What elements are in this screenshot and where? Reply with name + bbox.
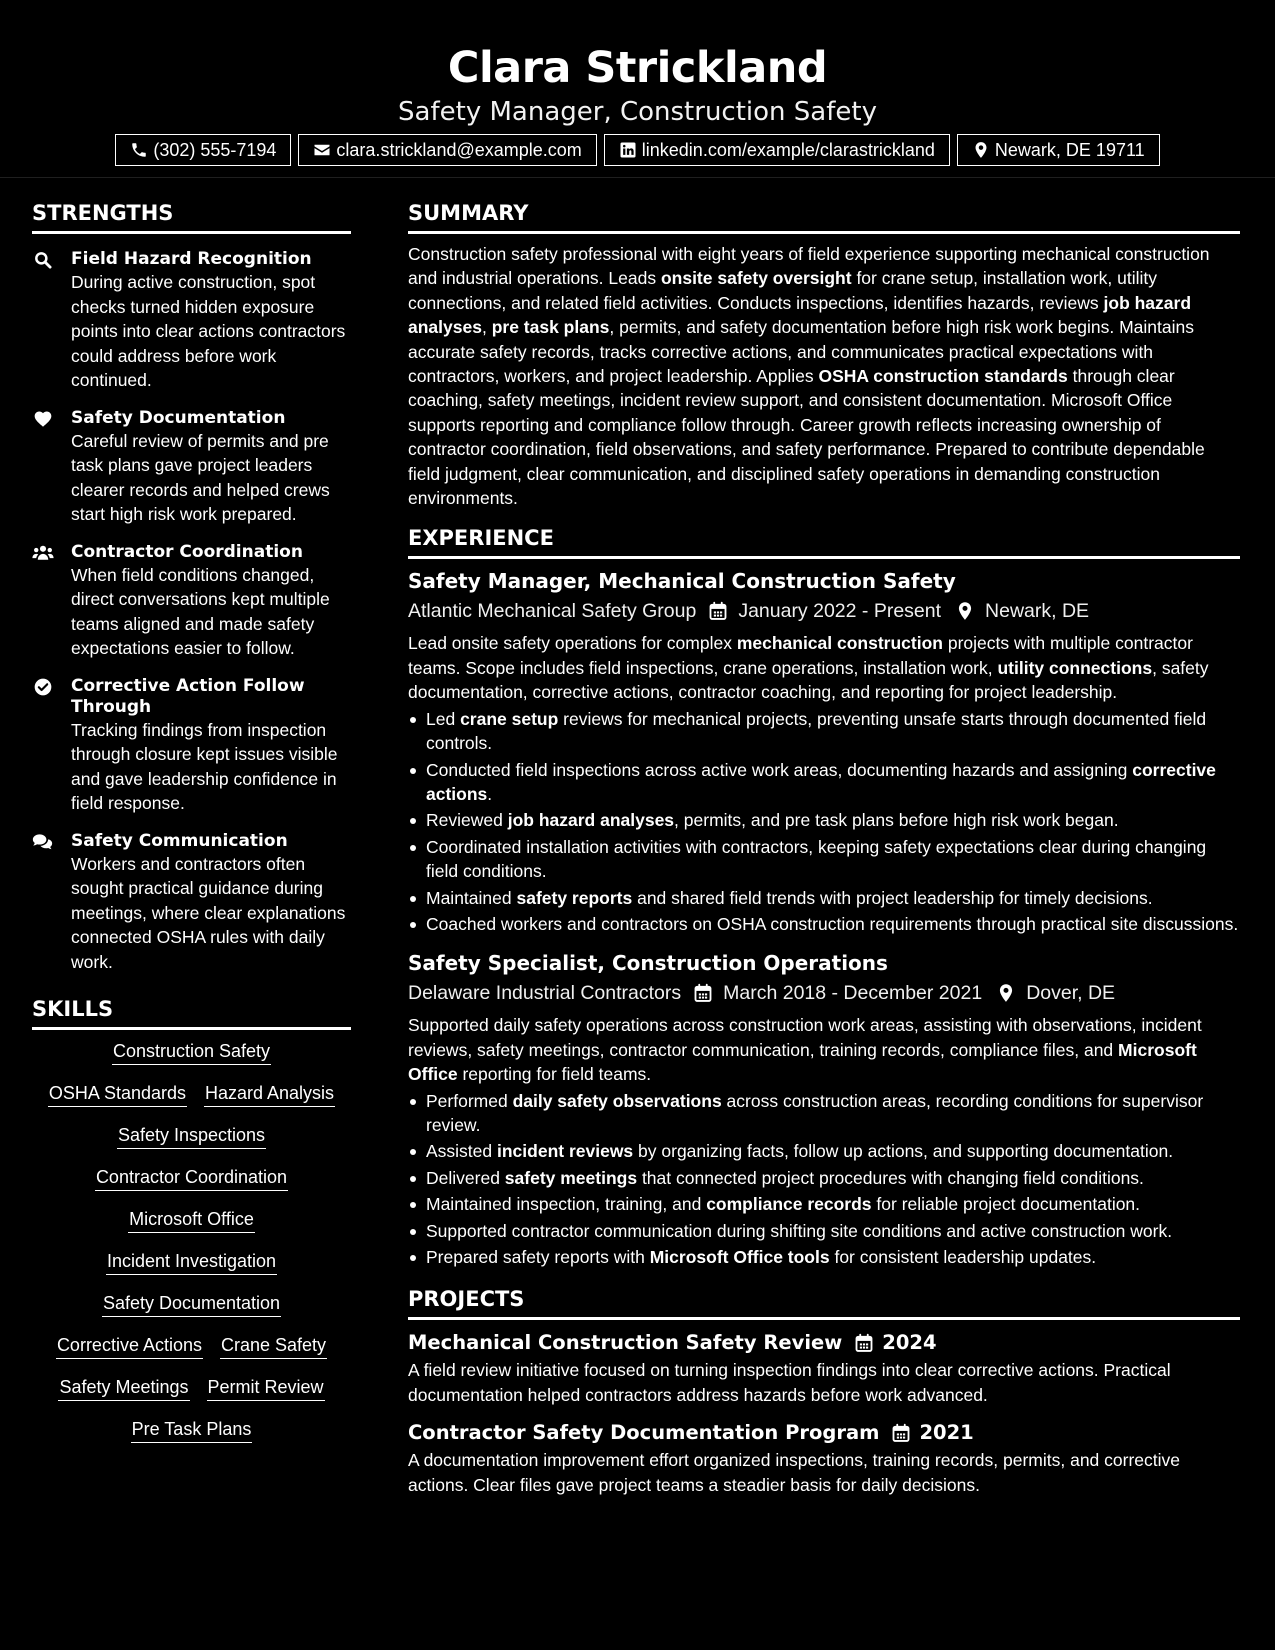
skill-tag: Crane Safety — [220, 1334, 327, 1359]
skill-tag: Pre Task Plans — [131, 1418, 253, 1443]
job-bullet: Prepared safety reports with Microsoft Office tools for consistent leadership updates. — [408, 1245, 1240, 1269]
users-icon — [32, 543, 54, 563]
skill-tag: Safety Documentation — [102, 1292, 281, 1317]
bold-emphasis: compliance records — [706, 1194, 872, 1215]
strength-item — [32, 831, 351, 975]
strength-title: Contractor Coordination — [71, 541, 303, 562]
skills-list — [32, 1040, 351, 1443]
strengths-heading: STRENGTHS — [32, 196, 351, 234]
strength-item — [32, 249, 351, 393]
skill-tag: OSHA Standards — [48, 1082, 187, 1107]
job-bullets — [408, 707, 1240, 937]
job-company: Atlantic Mechanical Safety Group — [408, 600, 697, 623]
resume-header — [0, 0, 1275, 178]
projects-heading: PROJECTS — [408, 1282, 1240, 1320]
bold-emphasis: daily safety observations — [512, 1090, 722, 1111]
strength-title: Corrective Action Follow Through — [71, 675, 305, 717]
project-description: A field review initiative focused on turning inspection findings into clear corrective actions. Practical documentation helped contractors address hazards before work advanced. — [408, 1360, 1171, 1405]
skill-row — [95, 1166, 288, 1191]
contact-linkedin-text: linkedin.com/example/clarastrickland — [641, 139, 935, 160]
project-header — [408, 1418, 1240, 1448]
strength-item — [32, 542, 351, 661]
contact-phone-text: (302) 555-7194 — [153, 139, 277, 160]
bold-emphasis: job hazard analyses — [408, 292, 1192, 338]
job-location: Newark, DE — [985, 600, 1090, 623]
bold-emphasis: Microsoft Office — [408, 1039, 1197, 1085]
project-year: 2021 — [919, 1421, 974, 1445]
skill-row — [56, 1334, 327, 1359]
skill-row — [102, 1292, 281, 1317]
job-bullet: Performed daily safety observations across construction areas, recording conditions for supervisor review. — [408, 1089, 1240, 1138]
job-location: Dover, DE — [1026, 982, 1116, 1005]
bold-emphasis: OSHA construction standards — [818, 366, 1068, 387]
job-title: Safety Specialist, Construction Operations — [408, 951, 888, 976]
calendar-icon — [854, 1333, 874, 1353]
job-bullets — [408, 1089, 1240, 1270]
strength-desc: When field conditions changed, direct conversations kept multiple teams aligned and made safety expectations easier to follow. — [71, 564, 330, 658]
job-meta — [408, 977, 1240, 1009]
skill-row — [48, 1082, 335, 1107]
project-year: 2024 — [882, 1331, 937, 1355]
job-bullet: Supported contractor communication during shifting site conditions and active construction work. — [408, 1219, 1240, 1243]
job-company: Delaware Industrial Contractors — [408, 982, 682, 1005]
contact-email-text: clara.strickland@example.com — [336, 139, 582, 160]
calendar-icon — [891, 1423, 911, 1443]
skill-tag: Safety Meetings — [58, 1376, 189, 1401]
skill-tag: Incident Investigation — [106, 1250, 277, 1275]
bold-emphasis: safety meetings — [504, 1167, 638, 1188]
job-bullet: Maintained inspection, training, and compliance records for reliable project documentation. — [408, 1192, 1240, 1216]
bold-emphasis: corrective actions — [426, 759, 1216, 804]
bold-emphasis: safety reports — [516, 887, 633, 908]
strength-title: Safety Documentation — [71, 407, 286, 428]
skill-row — [131, 1418, 253, 1443]
bold-emphasis: onsite safety oversight — [660, 268, 852, 289]
job-meta — [408, 595, 1240, 627]
strength-desc: Tracking findings from inspection through closure kept issues visible and gave leadership confidence in field response. — [71, 719, 338, 813]
phone-icon — [130, 141, 148, 159]
skill-tag: Corrective Actions — [56, 1334, 203, 1359]
project-title: Contractor Safety Documentation Program — [408, 1421, 880, 1445]
map-pin-icon — [955, 601, 975, 621]
contact-bar — [0, 134, 1275, 166]
contact-linkedin[interactable] — [604, 134, 950, 166]
skill-row — [117, 1124, 266, 1149]
job-dates: March 2018 - December 2021 — [723, 982, 983, 1005]
search-icon — [32, 250, 54, 270]
strength-item — [32, 408, 351, 527]
project-entry — [408, 1418, 1240, 1497]
candidate-name: Clara Strickland — [447, 43, 828, 93]
job-entry — [408, 949, 1240, 1269]
contact-location-text: Newark, DE 19711 — [994, 139, 1145, 160]
linkedin-icon — [619, 141, 637, 159]
job-bullet: Coordinated installation activities with contractors, keeping safety expectations clear during changing field conditions. — [408, 835, 1240, 884]
skill-row — [58, 1376, 324, 1401]
map-pin-icon — [996, 983, 1016, 1003]
contact-location[interactable] — [957, 134, 1160, 166]
strength-item — [32, 676, 351, 816]
summary-text: Construction safety professional with eight years of field experience supporting mechanical construction and industrial operations. Leads onsite safety oversight for crane setup, installation work, utility connections, and related field activities. Conducts inspections, identifies hazards, reviews job hazard analyses, pre task plans, permits, and safety documentation before high risk work begins. Maintains accurate safety records, tracks corrective actions, and communicates practical expectations with contractors, workers, and project leadership. Applies OSHA construction standards through clear coaching, safety meetings, incident review support, and consistent documentation. Microsoft Office supports reporting and compliance follow through. Career growth reflects increasing ownership of contractor coordination, field observations, and safety performance. Prepared to contribute dependable field judgment, clear communication, and disciplined safety operations in demanding construction environments. — [408, 244, 1210, 509]
skill-tag: Hazard Analysis — [204, 1082, 335, 1107]
bold-emphasis: Microsoft Office tools — [649, 1247, 830, 1267]
project-header — [408, 1328, 1240, 1358]
bold-emphasis: job hazard analyses — [507, 810, 675, 831]
skill-tag: Permit Review — [207, 1376, 325, 1401]
candidate-tagline: Safety Manager, Construction Safety — [398, 97, 877, 127]
contact-phone[interactable] — [115, 134, 291, 166]
bold-emphasis: incident reviews — [497, 1141, 634, 1162]
job-bullet: Led crane setup reviews for mechanical projects, preventing unsafe starts through documented field controls. — [408, 707, 1240, 756]
calendar-icon — [693, 983, 713, 1003]
skill-row — [112, 1040, 271, 1065]
skill-tag: Safety Inspections — [117, 1124, 266, 1149]
project-title: Mechanical Construction Safety Review — [408, 1331, 843, 1355]
job-description: Lead onsite safety operations for complex mechanical construction projects with multiple contractor teams. Scope includes field inspections, crane operations, installation work, utility connections, safety documentation, corrective actions, contractor coaching, and reporting for project leadership. — [408, 633, 1209, 703]
skill-tag: Contractor Coordination — [95, 1166, 288, 1191]
job-bullet: Assisted incident reviews by organizing facts, follow up actions, and supporting documentation. — [408, 1139, 1240, 1163]
job-bullet: Maintained safety reports and shared field trends with project leadership for timely decisions. — [408, 886, 1240, 910]
experience-heading: EXPERIENCE — [408, 521, 1240, 559]
job-dates: January 2022 - Present — [738, 600, 942, 623]
job-bullet: Reviewed job hazard analyses, permits, and pre task plans before high risk work began. — [408, 808, 1240, 832]
contact-email[interactable] — [298, 134, 596, 166]
job-title: Safety Manager, Mechanical Construction Safety — [408, 569, 956, 594]
calendar-icon — [708, 601, 728, 621]
job-bullet: Conducted field inspections across active work areas, documenting hazards and assigning corrective actions. — [408, 758, 1240, 807]
skill-tag: Microsoft Office — [128, 1208, 255, 1233]
strength-desc: During active construction, spot checks turned hidden exposure points into clear actions contractors could address before work continued. — [71, 272, 346, 390]
project-description: A documentation improvement effort organized inspections, training records, permits, and corrective actions. Clear files gave project teams a steadier basis for daily decisions. — [408, 1450, 1181, 1495]
summary-heading: SUMMARY — [408, 196, 1240, 234]
strength-title: Field Hazard Recognition — [71, 249, 312, 269]
comments-icon — [32, 832, 54, 852]
heart-icon — [32, 409, 54, 429]
project-entry — [408, 1328, 1240, 1407]
strength-desc: Workers and contractors often sought practical guidance during meetings, where clear explanations connected OSHA rules with daily work. — [71, 853, 346, 972]
job-bullet: Delivered safety meetings that connected project procedures with changing field conditions. — [408, 1166, 1240, 1190]
skill-row — [128, 1208, 255, 1233]
job-entry — [408, 567, 1240, 936]
bold-emphasis: crane setup — [460, 708, 559, 729]
envelope-icon — [313, 141, 331, 159]
job-bullet: Coached workers and contractors on OSHA construction requirements through practical site discussions. — [408, 912, 1240, 936]
bold-emphasis: mechanical construction — [736, 633, 943, 654]
bold-emphasis: pre task plans — [491, 317, 610, 338]
skill-tag: Construction Safety — [112, 1040, 271, 1065]
map-pin-icon — [972, 141, 990, 159]
skills-heading: SKILLS — [32, 992, 351, 1030]
main-column — [408, 196, 1240, 1497]
strength-desc: Careful review of permits and pre task plans gave project leaders clearer records and helped crews start high risk work prepared. — [71, 430, 330, 524]
strength-title: Safety Communication — [71, 830, 288, 851]
job-description: Supported daily safety operations across construction work areas, assisting with observations, incident reviews, safety meetings, contractor communication, training records, compliance files, and Microsoft Office reporting for field teams. — [408, 1015, 1202, 1085]
check-circle-icon — [32, 677, 54, 697]
sidebar — [32, 196, 351, 1443]
skill-row — [106, 1250, 277, 1275]
bold-emphasis: utility connections — [997, 657, 1153, 678]
